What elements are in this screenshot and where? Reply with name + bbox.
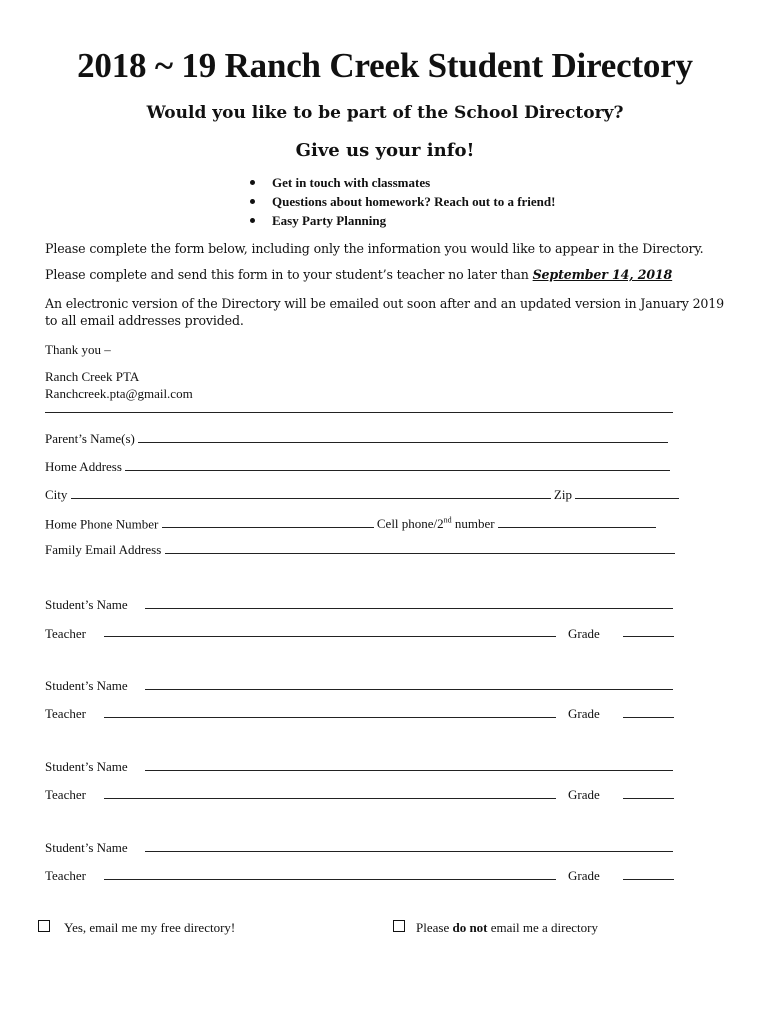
yes-email-label: Yes, email me my free directory!: [64, 920, 236, 935]
cell-phone-field[interactable]: [498, 515, 656, 528]
teacher-label: Teacher: [45, 868, 86, 883]
student-name-field[interactable]: [145, 851, 673, 852]
home-phone-field[interactable]: [162, 515, 374, 528]
deadline-paragraph: [45, 266, 735, 283]
student-name-field[interactable]: [145, 608, 673, 609]
section-divider: [45, 412, 673, 413]
home-address-field[interactable]: [125, 458, 670, 471]
thank-you-text: Thank you –: [45, 342, 111, 357]
student-name-label: Student’s Name: [45, 840, 128, 855]
yes-email-checkbox[interactable]: [38, 920, 50, 932]
teacher-field[interactable]: [104, 636, 556, 637]
family-email-field[interactable]: [165, 541, 675, 554]
benefits-list: [246, 175, 555, 232]
zip-label: Zip: [553, 487, 572, 502]
grade-label: Grade: [568, 626, 600, 641]
subtitle-cta: Give us your info!: [295, 140, 475, 161]
grade-field[interactable]: [623, 798, 674, 799]
no-email-label: Please do not email me a directory: [416, 920, 598, 935]
city-field[interactable]: [71, 486, 551, 499]
subtitle-question: Would you like to be part of the School Directory?: [146, 103, 624, 123]
home-phone-label: Home Phone Number: [45, 516, 159, 532]
no-email-checkbox[interactable]: [393, 920, 405, 932]
grade-label: Grade: [568, 787, 600, 802]
parents-name-field[interactable]: [138, 430, 668, 443]
teacher-label: Teacher: [45, 706, 86, 721]
cell-phone-label: Cell phone/2nd number: [376, 516, 495, 532]
zip-field[interactable]: [575, 486, 679, 499]
home-address-label: Home Address: [45, 459, 122, 474]
parents-name-label: Parent’s Name(s): [45, 431, 135, 446]
benefit-item: Get in touch with classmates: [246, 175, 555, 194]
page-title: 2018 ~ 19 Ranch Creek Student Directory: [77, 46, 693, 85]
city-label: City: [45, 487, 68, 502]
teacher-field[interactable]: [104, 798, 556, 799]
student-name-field[interactable]: [145, 689, 673, 690]
grade-field[interactable]: [623, 636, 674, 637]
teacher-field[interactable]: [104, 879, 556, 880]
phone-row: [45, 513, 656, 532]
signature-email: Ranchcreek.pta@gmail.com: [45, 386, 193, 401]
teacher-label: Teacher: [45, 626, 86, 641]
benefit-item: Easy Party Planning: [246, 213, 555, 232]
grade-label: Grade: [568, 706, 600, 721]
instructions-paragraph: Please complete the form below, including only the information you would like to appear in the Directory.: [45, 241, 704, 256]
deadline-date: September 14, 2018: [532, 267, 673, 282]
grade-field[interactable]: [623, 717, 674, 718]
teacher-field[interactable]: [104, 717, 556, 718]
student-name-label: Student’s Name: [45, 678, 128, 693]
grade-label: Grade: [568, 868, 600, 883]
family-email-label: Family Email Address: [45, 542, 162, 557]
signature-org: Ranch Creek PTA: [45, 369, 140, 384]
electronic-version-paragraph: An electronic version of the Directory will be emailed out soon after and an updated version in January 2019 to all email addresses provided.: [45, 296, 725, 328]
student-name-field[interactable]: [145, 770, 673, 771]
benefit-item: Questions about homework? Reach out to a friend!: [246, 194, 555, 213]
city-zip-row: [45, 486, 679, 503]
student-name-label: Student’s Name: [45, 597, 128, 612]
deadline-text: Please complete and send this form in to your student’s teacher no later than: [45, 267, 533, 282]
grade-field[interactable]: [623, 879, 674, 880]
teacher-label: Teacher: [45, 787, 86, 802]
parents-name-row: [45, 430, 668, 447]
home-address-row: [45, 458, 670, 475]
student-name-label: Student’s Name: [45, 759, 128, 774]
family-email-row: [45, 541, 675, 558]
